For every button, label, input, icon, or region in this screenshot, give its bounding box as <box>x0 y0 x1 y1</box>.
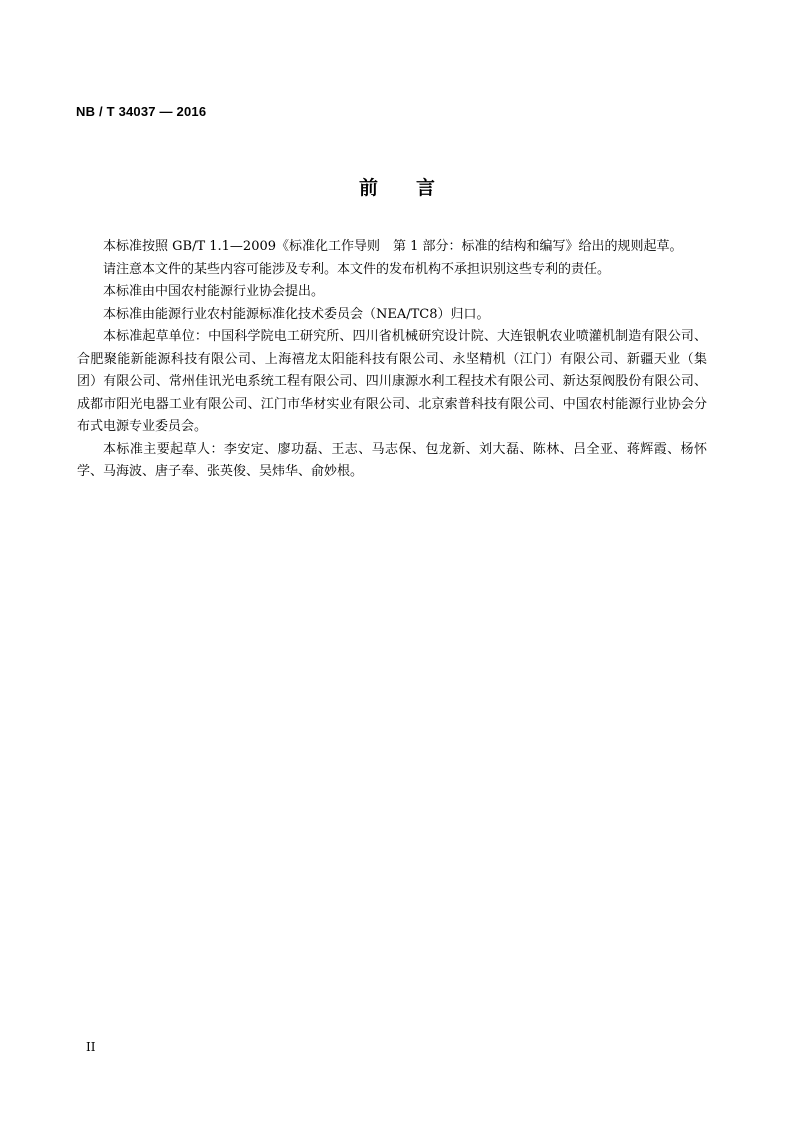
paragraph-under-jurisdiction: 本标准由能源行业农村能源标准化技术委员会（NEA/TC8）归口。 <box>103 306 490 322</box>
section-title-foreword: 前言 <box>358 177 473 199</box>
paragraph-main-drafters: 本标准主要起草人：李安定、廖功磊、王志、马志保、包龙新、刘大磊、陈林、吕全亚、蒋辉霞、杨怀学、马海波、唐子奉、张英俊、吴炜华、俞妙根。 <box>77 441 707 479</box>
paragraph-proposed-by: 本标准由中国农村能源行业协会提出。 <box>103 284 325 299</box>
document-code: NB / T 34037 — 2016 <box>76 104 207 119</box>
paragraph-patent-notice: 请注意本文件的某些内容可能涉及专利。本文件的发布机构不承担识别这些专利的责任。 <box>103 261 611 277</box>
page-number: II <box>86 1040 96 1054</box>
paragraph-drafting-organizations: 本标准起草单位：中国科学院电工研究所、四川省机械研究设计院、大连银帆农业喷灌机制造有限公司、合肥聚能新能源科技有限公司、上海禧龙太阳能科技有限公司、永坚精机（江门）有限公司、新疆天业（集团）有限公司、常州佳讯光电系统工程有限公司、四川康源水利工程技术有限公司、新达泵阀股份有限公司、成都市阳光电器工业有限公司、江门市华材实业有限公司、北京索普科技有限公司、中国农村能源行业协会分布式电源专业委员会。 <box>77 329 707 434</box>
foreword-body <box>77 236 707 484</box>
paragraph-drafting-rules: 本标准按照 GB/T 1.1—2009《标准化工作导则 第 1 部分：标准的结构和编写》给出的规则起草。 <box>103 239 683 254</box>
